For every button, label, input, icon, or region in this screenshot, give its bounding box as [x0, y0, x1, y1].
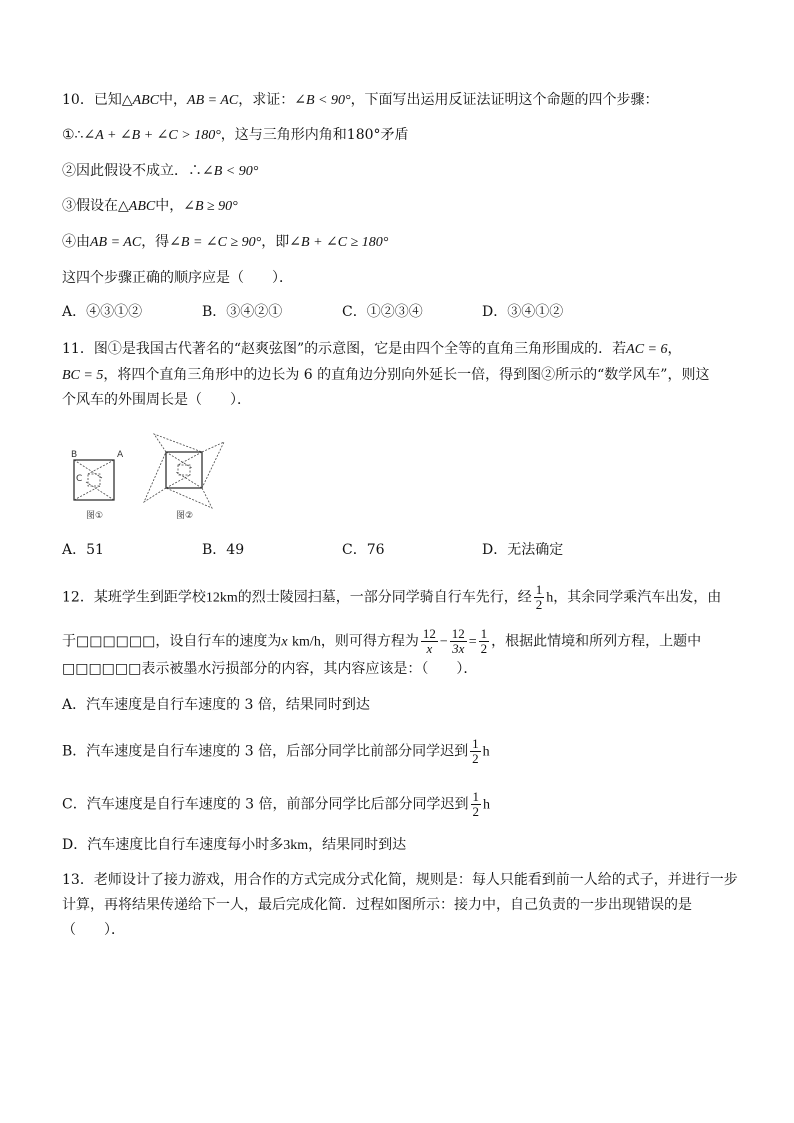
q12-eq-equals: = [468, 634, 477, 650]
q12-option-d[interactable] [62, 835, 406, 856]
q11-comma: ， [667, 341, 682, 357]
q13-stem-line-1: 13．老师设计了接力游戏，用合作的方式完成分式化简，规则是：每人只能看到前一人给的式子，并进行一步 [62, 872, 738, 888]
q10-step-4-math3: ∠B + ∠C ≥ 180° [289, 235, 389, 250]
q12-stem-text4: 于□□□□□□，设自行车的速度为 [62, 633, 282, 650]
q11-stem-line-3: 个风车的外围周长是（ ）． [62, 392, 251, 408]
q10-ab-eq-ac: AB = AC [187, 93, 239, 108]
q12-option-d-text: D．汽车速度比自行车速度每小时多 [62, 837, 284, 853]
q12-stem-text: 12．某班学生到距学校 [62, 589, 206, 606]
figure-2-label: 图② [176, 511, 194, 521]
q10-stem [62, 90, 659, 111]
q12-option-c-unit: h [483, 797, 491, 813]
q10-step-1-suffix: ，这与三角形内角和180°矛盾 [220, 127, 409, 143]
q10-step-4-math1: AB = AC [90, 235, 142, 250]
q12-option-b-fraction [470, 737, 481, 766]
point-c-label: C [76, 474, 83, 484]
q12-stem-line-3: □□□□□□表示被墨水污损部分的内容，其内容应该是：（ ）． [62, 661, 478, 677]
q12-speed-unit: km/h [292, 634, 321, 650]
q12-hour-unit: h [546, 590, 554, 606]
q12-option-d-km: 3km [283, 838, 309, 853]
q12-distance: 12km [205, 590, 238, 606]
q11-stem-text2: ，将四个直角三角形中的边长为 6 的直角边分别向外延长一倍，得到图②所示的“数学风车”，则这 [103, 367, 710, 383]
fraction-numerator: 12 [422, 626, 436, 641]
q10-step-1 [62, 125, 409, 146]
q11-bc: BC = 5 [62, 368, 104, 383]
q12-stem-text6: ，根据此情境和所列方程，上题中 [491, 633, 702, 650]
q11-figures [62, 428, 242, 528]
figure-1-label: 图① [86, 511, 104, 521]
q13-stem-line-3: （ ）． [62, 922, 125, 938]
q10-step-4-mid: ，得 [141, 234, 170, 250]
q11-stem-line-1 [62, 339, 681, 360]
q12-option-c[interactable] [62, 790, 490, 819]
fraction-denominator: x [426, 641, 433, 656]
q11-ac: AC = 6 [626, 342, 668, 357]
q10-step-3 [62, 196, 238, 217]
q10-stem-text2: 中， [159, 92, 188, 108]
q11-stem-line-2 [62, 365, 709, 386]
q11-option-d[interactable]: D．无法确定 [482, 542, 564, 558]
q10-step-3-math: ∠B ≥ 90° [183, 199, 238, 214]
q12-option-b[interactable] [62, 737, 490, 766]
q11-option-c[interactable]: C．76 [342, 542, 385, 558]
zhao-shuang-figure [71, 450, 124, 521]
fraction-numerator: 1 [535, 582, 543, 597]
q10-stem-text: 10．已知 [62, 92, 122, 108]
q10-step-4-mid2: ，即 [261, 234, 290, 250]
fraction-numerator: 1 [472, 789, 480, 804]
q12-stem-line-2 [62, 627, 701, 656]
q12-eq-frac-1 [421, 627, 438, 656]
fraction-denominator: 2 [535, 597, 543, 612]
q11-stem-text: 11．图①是我国古代著名的“赵爽弦图”的示意图，它是由四个全等的直角三角形围成的．若 [62, 341, 627, 357]
q10-stem-text4: ，下面写出运用反证法证明这个命题的四个步骤： [350, 92, 659, 108]
q10-step-3-prefix: ③假设在 [62, 198, 118, 214]
fraction-numerator: 1 [472, 736, 479, 751]
q11-option-b[interactable]: B．49 [202, 542, 245, 558]
q12-stem-line-1 [62, 583, 721, 612]
q10-stem-text3: ，求证： [238, 92, 295, 108]
q10-claim: ∠B < 90° [294, 93, 351, 108]
q10-abc: △ABC [121, 93, 160, 108]
q12-stem-text5: ，则可得方程为 [320, 633, 419, 650]
q10-step-3-abc: △ABC [118, 199, 156, 214]
q12-option-b-text: B．汽车速度是自行车速度的 3 倍，后部分同学比前部分同学迟到 [62, 743, 469, 760]
q10-step-2-math: ∠B < 90° [202, 164, 259, 179]
q10-ask: 这四个步骤正确的顺序应是（ ）． [62, 270, 293, 286]
q10-step-4-math2: ∠B = ∠C ≥ 90° [169, 235, 262, 250]
q10-option-d[interactable]: D．③④①② [482, 304, 564, 320]
q10-option-b[interactable]: B．③④②① [202, 304, 283, 320]
q12-eq-frac-3 [479, 627, 490, 656]
q10-step-2 [62, 161, 258, 182]
fraction-denominator: 2 [480, 641, 488, 656]
fraction-denominator: 3x [452, 641, 465, 656]
q12-option-b-unit: h [482, 744, 490, 760]
q12-var-x: x [281, 634, 288, 650]
windmill-figure [144, 434, 224, 521]
q11-option-a[interactable]: A．51 [62, 542, 104, 558]
q10-option-a[interactable]: A．④③①② [62, 304, 143, 320]
q12-option-a[interactable]: A．汽车速度是自行车速度的 3 倍，结果同时到达 [62, 697, 370, 713]
fraction-numerator: 12 [451, 626, 465, 641]
q12-stem-text3: ，其余同学乘汽车出发，由 [553, 589, 722, 606]
fraction-numerator: 1 [480, 626, 488, 641]
q12-half-fraction [534, 583, 545, 612]
q12-option-d-text2: ，结果同时到达 [308, 837, 407, 853]
fraction-denominator: 2 [472, 804, 480, 819]
q12-option-c-text: C．汽车速度是自行车速度的 3 倍，前部分同学比后部分同学迟到 [62, 796, 469, 813]
point-a-label: A [117, 450, 124, 460]
q10-step-4 [62, 232, 388, 253]
q10-step-1-prefix: ①∴ [62, 127, 84, 143]
q12-stem-text2: 的烈士陵园扫墓，一部分同学骑自行车先行，经 [237, 589, 532, 606]
q12-eq-minus: − [439, 634, 448, 650]
q12-option-c-fraction [471, 790, 482, 819]
q10-step-1-math: ∠A + ∠B + ∠C > 180° [83, 128, 221, 143]
q10-step-4-prefix: ④由 [62, 234, 90, 250]
q12-eq-frac-2 [450, 627, 467, 656]
q10-step-3-mid: 中， [155, 198, 184, 214]
point-b-label: B [71, 450, 78, 460]
q10-option-c[interactable]: C．①②③④ [342, 304, 423, 320]
q10-step-2-prefix: ②因此假设不成立．∴ [62, 163, 202, 179]
fraction-denominator: 2 [472, 751, 479, 766]
q13-stem-line-2: 计算，再将结果传递给下一人，最后完成化简．过程如图所示：接力中，自己负责的一步出现错误的是 [62, 897, 692, 913]
